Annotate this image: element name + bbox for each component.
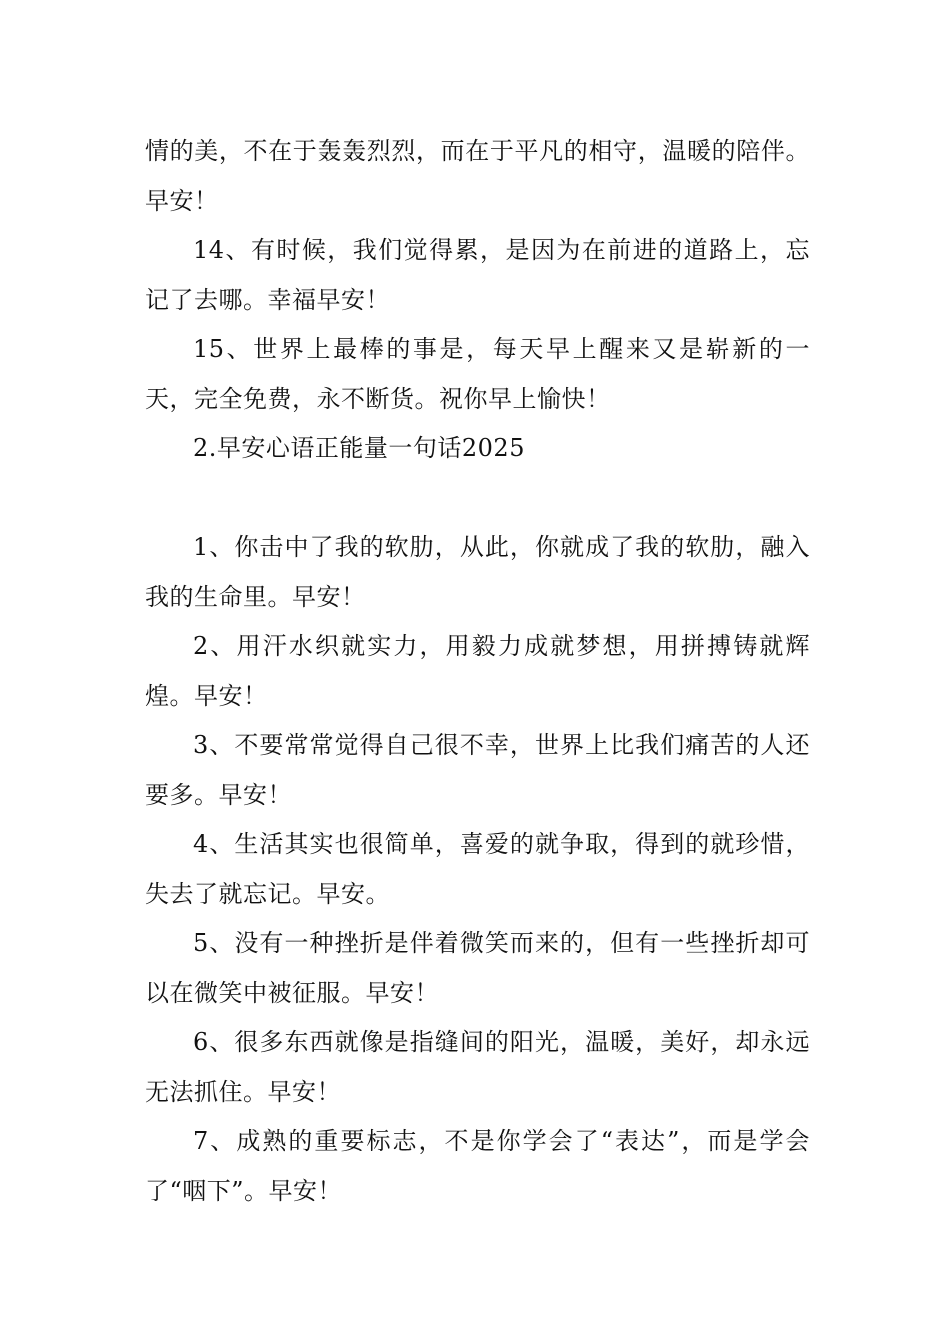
section-spacer: [145, 474, 810, 524]
document-body: [145, 127, 810, 1216]
list-item-5: 5、没有一种挫折是伴着微笑而来的，但有一些挫折却可以在微笑中被征服。早安！: [145, 929, 810, 1007]
list-item-2: 2、用汗水织就实力，用毅力成就梦想，用拼搏铸就辉煌。早安！: [145, 632, 810, 710]
list-item-1: 1、你击中了我的软肋，从此，你就成了我的软肋，融入我的生命里。早安！: [145, 533, 810, 611]
list-item-14: 14、有时候，我们觉得累，是因为在前进的道路上，忘记了去哪。幸福早安！: [145, 236, 810, 314]
section-heading: 2.早安心语正能量一句话2025: [193, 434, 525, 462]
list-item-3: 3、不要常常觉得自己很不幸，世界上比我们痛苦的人还要多。早安！: [145, 731, 810, 809]
list-item-7: 7、成熟的重要标志，不是你学会了“表达”，而是学会了“咽下”。早安！: [145, 1127, 810, 1205]
list-item-4: 4、生活其实也很简单，喜爱的就争取，得到的就珍惜，失去了就忘记。早安。: [145, 830, 810, 908]
continued-paragraph: 情的美，不在于轰轰烈烈，而在于平凡的相守，温暖的陪伴。早安！: [145, 137, 810, 215]
list-item-6: 6、很多东西就像是指缝间的阳光，温暖，美好，却永远无法抓住。早安！: [145, 1028, 810, 1106]
list-item-15: 15、世界上最棒的事是，每天早上醒来又是崭新的一天，完全免费，永不断货。祝你早上愉快！: [145, 335, 810, 413]
